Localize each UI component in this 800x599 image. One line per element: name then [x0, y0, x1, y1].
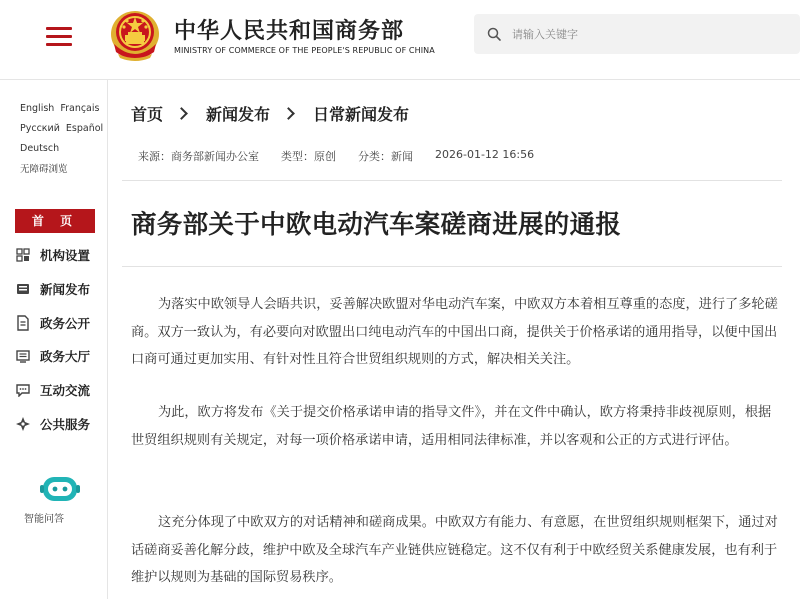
- breadcrumb-news[interactable]: 新闻发布: [206, 105, 271, 124]
- sidebar-item-label: 公共服务: [40, 417, 91, 432]
- sidebar-item-label: 互动交流: [40, 383, 91, 398]
- sidebar-item-label: 政务公开: [40, 316, 91, 331]
- document-icon: [15, 315, 31, 331]
- sidebar-item-public-service[interactable]: [15, 413, 107, 435]
- chat-icon: [15, 382, 31, 398]
- lang-french[interactable]: Français: [60, 102, 100, 114]
- sidebar-item-service-hall[interactable]: [15, 345, 107, 367]
- sidebar: [0, 80, 108, 599]
- article-meta: [138, 148, 556, 164]
- robot-icon[interactable]: [40, 472, 80, 506]
- meta-type: 类型：原创: [281, 150, 336, 163]
- service-icon: [15, 416, 31, 432]
- sidebar-item-interaction[interactable]: [15, 379, 107, 401]
- divider: [122, 180, 782, 181]
- search-input[interactable]: [512, 24, 792, 44]
- meta-source: 来源：商务部新闻办公室: [138, 150, 259, 163]
- chevron-right-icon: [175, 107, 188, 120]
- breadcrumb-home[interactable]: 首页: [131, 105, 164, 124]
- site-header: [0, 0, 800, 80]
- sidebar-item-label: 新闻发布: [40, 282, 91, 297]
- lang-russian[interactable]: Русский: [20, 122, 60, 134]
- news-icon: [15, 281, 31, 297]
- lang-spanish[interactable]: Español: [65, 122, 104, 134]
- article-paragraph: 为此，欧方将发布《关于提交价格承诺申请的指导文件》，并在文件中确认，欧方将秉持非歧视原则，根据世贸组织规则有关规定，对每一项价格承诺申请，适用相同法律标准，并以客观和公正的方式进行评估。: [131, 405, 772, 448]
- article-paragraph: 为落实中欧领导人会晤共识，妥善解决欧盟对华电动汽车案，中欧双方本着相互尊重的态度，进行了多轮磋商。双方一致认为，有必要向对欧盟出口纯电动汽车的中国出口商，提供关于价格承诺的通用指导，以便中国出口商可通过更加实用、有针对性且符合世贸组织规则的方式，解决相关关注。: [131, 297, 778, 367]
- article-title: 商务部关于中欧电动汽车案磋商进展的通报: [131, 210, 622, 240]
- site-title-english: MINISTRY OF COMMERCE OF THE PEOPLE'S REPUBLIC OF CHINA: [174, 46, 435, 55]
- lang-english[interactable]: English: [20, 102, 55, 114]
- lang-german[interactable]: Deutsch: [20, 142, 60, 154]
- sidebar-item-public-affairs[interactable]: [15, 312, 107, 334]
- search-bar[interactable]: [474, 14, 800, 54]
- search-icon[interactable]: [486, 26, 502, 42]
- site-title[interactable]: 中华人民共和国商务部: [174, 19, 405, 44]
- smart-qa-label[interactable]: 智能问答: [24, 514, 64, 525]
- home-button[interactable]: 首 页: [15, 209, 95, 233]
- sidebar-item-label: 机构设置: [40, 248, 91, 263]
- sidebar-item-organization[interactable]: [15, 244, 107, 266]
- sidebar-item-label: 政务大厅: [40, 349, 91, 364]
- article-paragraph: 这充分体现了中欧双方的对话精神和磋商成果。中欧双方有能力、有意愿，在世贸组织规则框架下，通过对话磋商妥善化解分歧，维护中欧及全球汽车产业链供应链稳定。这不仅有利于中欧经贸关系健康发展，也有利于维护以规则为基础的国际贸易秩序。: [131, 515, 778, 585]
- hall-icon: [15, 348, 31, 364]
- divider: [122, 266, 782, 267]
- org-grid-icon: [15, 247, 31, 263]
- meta-datetime: 2026-01-12 16:56: [435, 148, 535, 161]
- meta-category: 分类：新闻: [358, 150, 413, 163]
- hamburger-icon[interactable]: [44, 23, 74, 47]
- sidebar-item-news[interactable]: [15, 278, 107, 300]
- chevron-right-icon: [282, 107, 295, 120]
- language-links: [20, 98, 104, 178]
- national-emblem-logo[interactable]: [108, 8, 162, 64]
- breadcrumb-daily-news[interactable]: 日常新闻发布: [313, 105, 410, 124]
- breadcrumb: [131, 102, 409, 125]
- accessibility-link[interactable]: 无障碍浏览: [20, 164, 68, 175]
